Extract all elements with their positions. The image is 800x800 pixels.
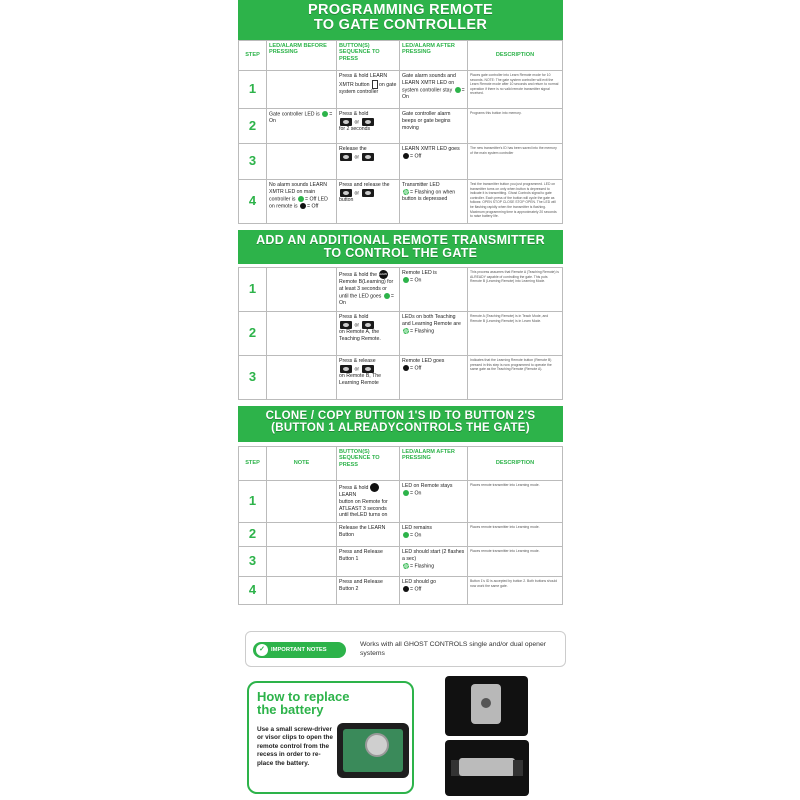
or-text: or bbox=[354, 366, 360, 373]
header-step: STEP bbox=[239, 447, 267, 481]
after-text: = On bbox=[410, 490, 422, 497]
led-after bbox=[400, 356, 468, 400]
after-text: LED on Remote stays bbox=[402, 483, 453, 489]
header-buttons: BUTTON(S) SEQUENCE TO PRESS bbox=[337, 447, 400, 481]
description: Places remote transmitter into Learning mode. bbox=[468, 547, 563, 577]
table-row bbox=[239, 312, 563, 356]
step-number: 4 bbox=[239, 180, 267, 224]
add-remote-table bbox=[238, 267, 563, 400]
section3-title-line2: (BUTTON 1 ALREADYCONTROLS THE GATE) bbox=[271, 422, 530, 435]
description: Places remote transmitter into Learning mode. bbox=[468, 481, 563, 523]
buttons-cell bbox=[337, 481, 400, 523]
buttons-text: Press & release bbox=[339, 358, 376, 364]
led-after bbox=[400, 71, 468, 109]
header-led-after: LED/ALARM AFTER PRESSING bbox=[400, 41, 468, 71]
buttons-cell bbox=[337, 356, 400, 400]
table-row bbox=[239, 523, 563, 547]
buttons-cell bbox=[337, 312, 400, 356]
table-header-row bbox=[239, 447, 563, 481]
step-number: 3 bbox=[239, 356, 267, 400]
led-after bbox=[400, 144, 468, 180]
remote-button-1-icon bbox=[340, 189, 352, 197]
or-text: or bbox=[354, 190, 360, 197]
important-notes-badge bbox=[253, 642, 346, 658]
section2-banner bbox=[238, 230, 563, 264]
visor-clip bbox=[459, 758, 515, 776]
description: Indicates that the Learning Remote button (Remote B) pressed in this step is now programmed to operate the same gate as the Teaching Remote (Remote A). bbox=[468, 356, 563, 400]
table-row bbox=[239, 71, 563, 109]
description: Places gate controller into Learn Remote mode for 10 seconds. NOTE: The gate system controller will exit the Learn Remote mode after 10 seconds and return to normal operation if there is no valid remote transmitter signal received. bbox=[468, 71, 563, 109]
clone-table bbox=[238, 446, 563, 605]
led-after bbox=[400, 523, 468, 547]
after-text: = Flashing bbox=[410, 562, 435, 569]
led-on-icon bbox=[403, 277, 409, 283]
or-text: or bbox=[354, 154, 360, 161]
description: The new transmitter's ID has been saved into the memory of the main system controller bbox=[468, 144, 563, 180]
led-off-icon bbox=[403, 586, 409, 592]
table-header-row bbox=[239, 41, 563, 71]
remote-button-2-icon bbox=[362, 321, 374, 329]
after-text: = On bbox=[402, 86, 465, 100]
header-description: DESCRIPTION bbox=[468, 447, 563, 481]
after-text: Gate alarm sounds and LEARN XMTR LED on system controller stay bbox=[402, 73, 456, 93]
header-step: STEP bbox=[239, 41, 267, 71]
empty-cell bbox=[267, 312, 337, 356]
step-number: 1 bbox=[239, 71, 267, 109]
note-cell bbox=[267, 481, 337, 523]
step-number: 2 bbox=[239, 523, 267, 547]
buttons-text: Press and release the bbox=[339, 182, 390, 188]
after-text: LEDs on both Teaching and Learning Remote are bbox=[402, 314, 461, 327]
led-before bbox=[267, 180, 337, 224]
step-number: 1 bbox=[239, 481, 267, 523]
buttons-text: Press & hold bbox=[339, 484, 369, 491]
led-after bbox=[400, 180, 468, 224]
after-text: Transmitter LED bbox=[402, 182, 440, 188]
description: Programs this button into memory. bbox=[468, 109, 563, 144]
led-before bbox=[267, 144, 337, 180]
section2-title-line2: TO CONTROL THE GATE bbox=[323, 246, 478, 261]
step-number: 3 bbox=[239, 144, 267, 180]
step-number: 2 bbox=[239, 109, 267, 144]
important-notes-box bbox=[245, 631, 566, 667]
after-text: LED remains bbox=[402, 525, 432, 531]
table-row bbox=[239, 144, 563, 180]
led-text: = Off LED on remote is bbox=[269, 195, 328, 209]
step-number: 3 bbox=[239, 547, 267, 577]
led-on-icon bbox=[322, 111, 328, 117]
clip-fin-right bbox=[513, 760, 523, 776]
led-flashing-icon bbox=[403, 189, 409, 195]
visor-clip-photo-front bbox=[445, 676, 528, 736]
led-icon bbox=[298, 196, 304, 202]
or-text: or bbox=[354, 322, 360, 329]
led-off-icon bbox=[403, 365, 409, 371]
remote-button-2-icon bbox=[362, 365, 374, 373]
led-on-icon bbox=[384, 293, 390, 299]
xmtr-button-icon bbox=[372, 80, 378, 89]
table-row bbox=[239, 180, 563, 224]
visor-clip-photo-side bbox=[445, 740, 529, 796]
after-text: = Flashing bbox=[410, 327, 435, 334]
led-before bbox=[267, 109, 337, 144]
remote-button-1-icon bbox=[340, 153, 352, 161]
led-after: Gate controller alarm beeps or gate begins moving bbox=[400, 109, 468, 144]
after-text: = On bbox=[410, 532, 422, 539]
after-text: LED should go bbox=[402, 579, 437, 585]
buttons-text: = On bbox=[339, 292, 394, 306]
description: Remote A (Teaching Remote) is in Teach Mode, and Remote B (Learning Remote) is in Learn Mode. bbox=[468, 312, 563, 356]
after-text: = Flashing on when button is depressed bbox=[402, 189, 456, 202]
table-row bbox=[239, 547, 563, 577]
led-off-icon bbox=[300, 203, 306, 209]
buttons-text: button on Remote for ATLEAST 3 seconds until theLED turns on bbox=[339, 498, 388, 519]
header-buttons: BUTTON(S) SEQUENCE TO PRESS bbox=[337, 41, 400, 71]
after-text: LED should start (2 flashes a sec) bbox=[402, 549, 465, 562]
after-text: = Off bbox=[410, 153, 422, 160]
header-description: DESCRIPTION bbox=[468, 41, 563, 71]
buttons-cell: Press and Release Button 2 bbox=[337, 577, 400, 605]
led-off-icon bbox=[403, 153, 409, 159]
buttons-cell bbox=[337, 180, 400, 224]
led-text: No alarm sounds LEARN XMTR LED on main controller is bbox=[269, 182, 327, 202]
buttons-cell bbox=[337, 71, 400, 109]
note-cell bbox=[267, 577, 337, 605]
description: Places remote transmitter into Learning mode. bbox=[468, 523, 563, 547]
remote-button-1-icon bbox=[340, 321, 352, 329]
note-cell bbox=[267, 547, 337, 577]
programming-table bbox=[238, 40, 563, 224]
after-text: = Off bbox=[410, 586, 422, 593]
note-cell bbox=[267, 523, 337, 547]
coin-cell-battery-icon bbox=[365, 733, 389, 757]
battery-panel bbox=[247, 681, 414, 794]
check-icon: ✓ bbox=[256, 644, 268, 656]
buttons-text: Remote B(Learning) for at least 3 seconds or until the LED goes bbox=[339, 279, 394, 299]
section3-title-line1: CLONE / COPY BUTTON 1'S ID TO BUTTON 2'S bbox=[265, 410, 536, 422]
table-row bbox=[239, 577, 563, 605]
after-text: Remote LED goes bbox=[402, 358, 445, 364]
buttons-text: for 2 seconds bbox=[339, 125, 371, 132]
remote-button-1-icon bbox=[340, 365, 352, 373]
section3-banner bbox=[238, 406, 563, 442]
empty-cell bbox=[267, 268, 337, 312]
led-flashing-icon bbox=[403, 328, 409, 334]
description: This process assumes that Remote A (Teaching Remote) is ALREADY capable of controlling the gate. This puts Remote B (Learning Remote) into Learning Mode. bbox=[468, 268, 563, 312]
buttons-text: Press & hold bbox=[339, 314, 369, 320]
buttons-cell bbox=[337, 109, 400, 144]
buttons-cell: Release the LEARN Button bbox=[337, 523, 400, 547]
important-notes-text: Works with all GHOST CONTROLS single and/or dual opener systems bbox=[360, 641, 546, 658]
led-after bbox=[400, 547, 468, 577]
step-number: 2 bbox=[239, 312, 267, 356]
after-text: = On bbox=[410, 277, 422, 284]
section1-title-line1: PROGRAMMING REMOTE bbox=[307, 2, 494, 18]
remote-button-2-icon bbox=[362, 118, 374, 126]
section2-title-line1: ADD AN ADDITIONAL REMOTE TRANSMITTER bbox=[256, 233, 545, 247]
buttons-text: Press & hold bbox=[339, 111, 369, 117]
led-before bbox=[267, 71, 337, 109]
or-text: or bbox=[354, 119, 360, 126]
remote-button-1-icon bbox=[340, 118, 352, 126]
led-after bbox=[400, 481, 468, 523]
buttons-text: on Remote B, The Learning Remote bbox=[339, 372, 382, 386]
empty-cell bbox=[267, 356, 337, 400]
visor-clip bbox=[471, 684, 501, 724]
circuit-board-image bbox=[337, 723, 409, 778]
led-text: = On bbox=[269, 111, 333, 125]
led-after bbox=[400, 312, 468, 356]
buttons-cell: Press and Release Button 1 bbox=[337, 547, 400, 577]
led-text: = Off bbox=[307, 203, 319, 209]
led-text: Gate controller LED is bbox=[269, 111, 320, 118]
step-number: 1 bbox=[239, 268, 267, 312]
buttons-cell bbox=[337, 268, 400, 312]
led-on-icon bbox=[403, 490, 409, 496]
buttons-text: LEARN bbox=[339, 492, 357, 498]
step-number: 4 bbox=[239, 577, 267, 605]
table-row bbox=[239, 356, 563, 400]
section1-banner bbox=[238, 0, 563, 40]
header-led-before: LED/ALARM BEFORE PRESSING bbox=[267, 41, 337, 71]
table-row bbox=[239, 109, 563, 144]
remote-button-2-icon bbox=[362, 189, 374, 197]
buttons-text: on gate system controller bbox=[339, 81, 397, 95]
battery-instructions: Use a small screw-driver or visor clips to open the remote control from the recess in order to re-place the battery. bbox=[257, 726, 333, 767]
buttons-text: on Remote A, the Teaching Remote. bbox=[339, 328, 381, 342]
led-after bbox=[400, 268, 468, 312]
important-notes-label: IMPORTANT NOTES bbox=[271, 647, 327, 653]
after-text: LEARN XMTR LED goes bbox=[402, 146, 460, 152]
section1-title-line2: TO GATE CONTROLLER bbox=[313, 17, 488, 34]
led-flashing-icon bbox=[403, 563, 409, 569]
table-row bbox=[239, 268, 563, 312]
led-on-icon bbox=[403, 532, 409, 538]
led-after bbox=[400, 577, 468, 605]
after-text: = Off bbox=[410, 365, 422, 372]
description: Test the transmitter button you just programmed. LED on transmitter turns on only when button is depressed to indicate it is transmitting. Ghost Controls signal to gate controller. Each press of the button will cycle the gate as follows: OPEN STOP CLOSE STOP OPEN. The LED will be flashing rapidly when the transmitter is flashing. Maximum programming time is approximately 20 seconds to raise battery life. bbox=[468, 180, 563, 224]
learn-button-icon: LEARN bbox=[379, 270, 388, 279]
buttons-text: Press & hold LEARN XMTR button bbox=[339, 73, 388, 88]
table-row bbox=[239, 481, 563, 523]
buttons-cell bbox=[337, 144, 400, 180]
led-on-icon bbox=[455, 87, 461, 93]
battery-title bbox=[257, 690, 349, 717]
learn-button-icon bbox=[370, 483, 379, 492]
battery-title-line2: the battery bbox=[257, 702, 324, 718]
after-text: Remote LED is bbox=[402, 270, 437, 276]
buttons-text: button bbox=[339, 196, 354, 203]
remote-button-2-icon bbox=[362, 153, 374, 161]
battery-title-line1: How to replace bbox=[257, 689, 350, 704]
buttons-text: Press & hold the bbox=[339, 271, 378, 278]
header-note: NOTE bbox=[267, 447, 337, 481]
description: Button 1's ID is accepted by button 2. Both buttons should now work the same gate. bbox=[468, 577, 563, 605]
buttons-text: Release the bbox=[339, 146, 367, 152]
header-led-after: LED/ALARM AFTER PRESSING bbox=[400, 447, 468, 481]
